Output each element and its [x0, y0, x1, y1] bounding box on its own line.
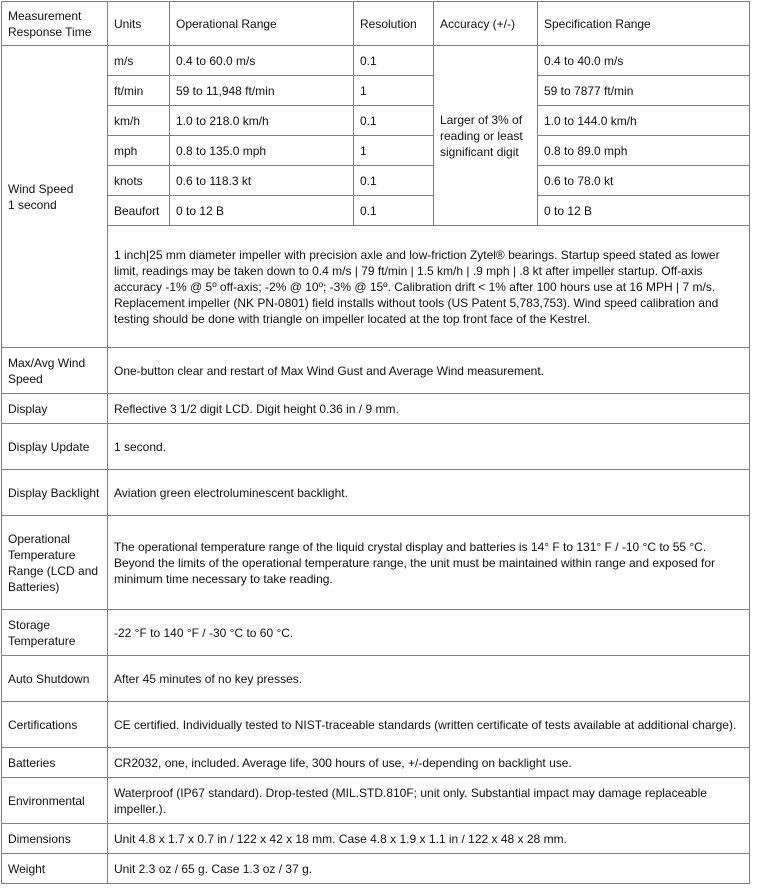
spec-row: [2, 348, 750, 394]
header-units: Units: [108, 2, 170, 46]
header-row: [2, 2, 750, 46]
row-label: Max/Avg Wind Speed: [2, 348, 108, 394]
wind-row-beaufort: [2, 196, 750, 226]
range-cell: 0.4 to 60.0 m/s: [170, 46, 354, 76]
spec-row: [2, 824, 750, 854]
wind-row-kmh: [2, 106, 750, 136]
resolution-cell: 0.1: [354, 166, 434, 196]
range-cell: 0 to 12 B: [170, 196, 354, 226]
row-label: Display Update: [2, 424, 108, 470]
wind-row-knots: [2, 166, 750, 196]
spec-cell: 0.6 to 78.0 kt: [538, 166, 750, 196]
row-label: Operational Temperature Range (LCD and Batteries): [2, 516, 108, 610]
spec-row: [2, 470, 750, 516]
row-label: Weight: [2, 854, 108, 884]
unit-cell: km/h: [108, 106, 170, 136]
spec-cell: 0.4 to 40.0 m/s: [538, 46, 750, 76]
unit-cell: ft/min: [108, 76, 170, 106]
range-cell: 0.8 to 135.0 mph: [170, 136, 354, 166]
resolution-cell: 0.1: [354, 46, 434, 76]
spec-cell: 0 to 12 B: [538, 196, 750, 226]
row-value: Reflective 3 1/2 digit LCD. Digit height 0.36 in / 9 mm.: [108, 394, 750, 424]
header-measurement: [2, 2, 108, 46]
header-operational-range: Operational Range: [170, 2, 354, 46]
unit-cell: mph: [108, 136, 170, 166]
row-label: Batteries: [2, 748, 108, 778]
wind-row-mph: [2, 136, 750, 166]
spec-row: [2, 748, 750, 778]
header-accuracy: Accuracy (+/-): [434, 2, 538, 46]
resolution-cell: 0.1: [354, 196, 434, 226]
spec-row: [2, 394, 750, 424]
row-value: The operational temperature range of the liquid crystal display and batteries is 14° F to 131° F / -10 °C to 55 °C. Beyond the limits of the operational temperature range, the unit must be maintained within range and exposed for minimum time necessary to take reading.: [108, 516, 750, 610]
wind-row-ftmin: [2, 76, 750, 106]
range-cell: 1.0 to 218.0 km/h: [170, 106, 354, 136]
wind-speed-response: 1 second: [8, 197, 57, 212]
resolution-cell: 0.1: [354, 106, 434, 136]
spec-row: [2, 516, 750, 610]
spec-row: [2, 854, 750, 884]
row-value: Unit 4.8 x 1.7 x 0.7 in / 122 x 42 x 18 mm. Case 4.8 x 1.9 x 1.1 in / 122 x 48 x 28 mm.: [108, 824, 750, 854]
row-label: Storage Temperature: [2, 610, 108, 656]
unit-cell: knots: [108, 166, 170, 196]
wind-speed-label-cell: [2, 46, 108, 348]
row-label: Display: [2, 394, 108, 424]
row-value: Aviation green electroluminescent backlight.: [108, 470, 750, 516]
header-resolution: Resolution: [354, 2, 434, 46]
spec-row: [2, 656, 750, 702]
row-value: Waterproof (IP67 standard). Drop-tested (MIL.STD.810F; unit only. Substantial impact may damage replaceable impeller.).: [108, 778, 750, 824]
spec-cell: 0.8 to 89.0 mph: [538, 136, 750, 166]
row-label: Certifications: [2, 702, 108, 748]
spec-row: [2, 702, 750, 748]
row-value: 1 second.: [108, 424, 750, 470]
row-value: One-button clear and restart of Max Wind Gust and Average Wind measurement.: [108, 348, 750, 394]
row-value: After 45 minutes of no key presses.: [108, 656, 750, 702]
resolution-cell: 1: [354, 136, 434, 166]
accuracy-cell: Larger of 3% of reading or least significant digit: [434, 46, 538, 226]
unit-cell: Beaufort: [108, 196, 170, 226]
row-value: Unit 2.3 oz / 65 g. Case 1.3 oz / 37 g.: [108, 854, 750, 884]
header-specification-range: Specification Range: [538, 2, 750, 46]
row-label: Display Backlight: [2, 470, 108, 516]
row-label: Dimensions: [2, 824, 108, 854]
wind-row-ms: [2, 46, 750, 76]
wind-speed-description: 1 inch|25 mm diameter impeller with precision axle and low-friction Zytel® bearings. Startup speed stated as lower limit, readings may be taken down to 0.4 m/s | 79 ft/min | 1.5 km/h | .9 mph | .8 kt after impeller startup. Off-axis accuracy -1% @ 5º off-axis; -2% @ 10º; -3% @ 15º. Calibration drift < 1% after 100 hours use at 16 MPH | 7 m/s. Replacement impeller (NK PN-0801) field installs without tools (US Patent 5,783,753). Wind speed calibration and testing should be done with triangle on impeller located at the top front face of the Kestrel.: [108, 226, 750, 348]
wind-speed-label: Wind Speed: [8, 181, 74, 196]
spec-cell: 59 to 7877 ft/min: [538, 76, 750, 106]
row-value: CE certified. Individually tested to NIST-traceable standards (written certificate of tests available at additional charge).: [108, 702, 750, 748]
spec-row: [2, 778, 750, 824]
row-value: CR2032, one, included. Average life, 300 hours of use, +/-depending on backlight use.: [108, 748, 750, 778]
range-cell: 59 to 11,948 ft/min: [170, 76, 354, 106]
spec-table: [1, 1, 750, 884]
wind-description-row: [2, 226, 750, 348]
row-label: Auto Shutdown: [2, 656, 108, 702]
spec-row: [2, 424, 750, 470]
range-cell: 0.6 to 118.3 kt: [170, 166, 354, 196]
header-measurement-label: Measurement: [8, 8, 82, 23]
spec-row: [2, 610, 750, 656]
spec-cell: 1.0 to 144.0 km/h: [538, 106, 750, 136]
header-response-time: Response Time: [8, 24, 92, 39]
row-value: -22 °F to 140 °F / -30 °C to 60 °C.: [108, 610, 750, 656]
unit-cell: m/s: [108, 46, 170, 76]
row-label: Environmental: [2, 778, 108, 824]
resolution-cell: 1: [354, 76, 434, 106]
